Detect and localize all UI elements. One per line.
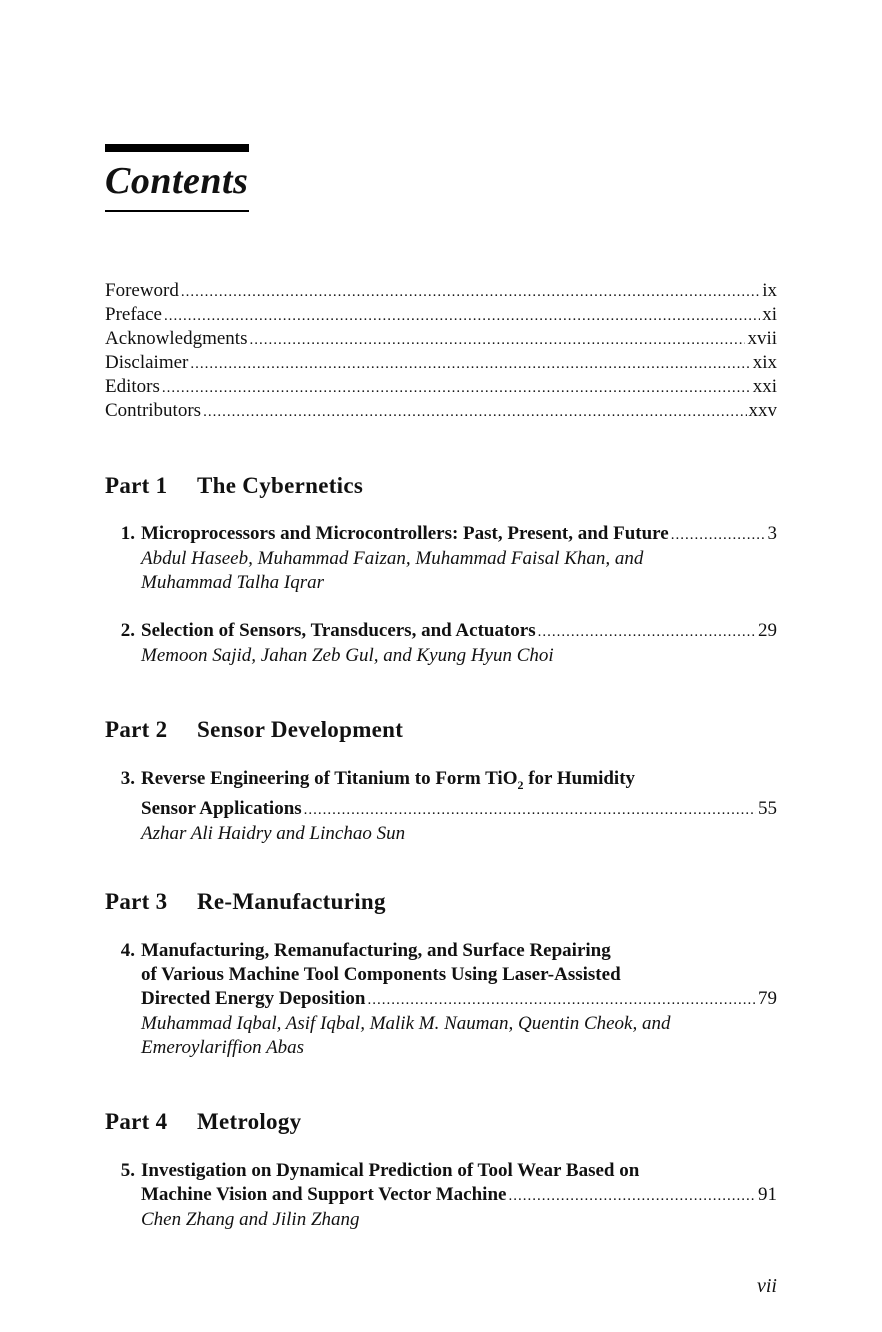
- part-number: Part 3: [105, 889, 168, 914]
- title-underline: [105, 210, 249, 212]
- toc-entry-label: Contributors: [105, 400, 202, 421]
- part-heading-4: [105, 1107, 301, 1137]
- part-number: Part 1: [105, 473, 168, 498]
- chapter-entry-5[interactable]: [105, 1159, 777, 1232]
- dot-leader: [508, 1183, 756, 1208]
- chapter-title: Directed Energy Deposition: [141, 988, 366, 1009]
- toc-entry-label: Preface: [105, 304, 162, 325]
- chapter-page: 91: [758, 1184, 777, 1205]
- chapter-title: Investigation on Dynamical Prediction of Tool Wear Based on: [141, 1160, 640, 1181]
- chapter-entry-1[interactable]: [105, 522, 777, 595]
- chapter-number: 5.: [120, 1160, 135, 1181]
- chapter-entry-4[interactable]: [105, 939, 777, 1060]
- part-title: Sensor Development: [197, 717, 404, 742]
- toc-entry-label: Foreword: [105, 280, 179, 301]
- dot-leader: [671, 522, 766, 547]
- chapter-title: Machine Vision and Support Vector Machine: [141, 1184, 507, 1205]
- chapter-entry-2[interactable]: [105, 619, 777, 668]
- toc-entry-foreword[interactable]: [105, 279, 777, 304]
- chapter-page: 79: [758, 988, 777, 1009]
- chapter-authors: Chen Zhang and Jilin Zhang: [141, 1209, 360, 1230]
- chapter-page: 55: [758, 797, 777, 819]
- toc-entry-page: xxv: [748, 400, 777, 421]
- dot-leader: [538, 619, 756, 644]
- toc-entry-label: Acknowledgments: [105, 328, 248, 349]
- chapter-title: of Various Machine Tool Components Using Laser-Assisted: [141, 964, 621, 985]
- chapter-title: Reverse Engineering of Titanium to Form TiO$_2$ for Humidity: [141, 768, 636, 792]
- chapter-title: Sensor Applications: [141, 797, 302, 819]
- part-title: Metrology: [197, 1109, 302, 1134]
- dot-leader: [164, 303, 760, 328]
- chapter-entry-3[interactable]: [105, 767, 777, 846]
- dot-leader: [249, 327, 745, 352]
- chapter-authors: Muhammad Iqbal, Asif Iqbal, Malik M. Nauman, Quentin Cheok, and: [141, 1013, 671, 1034]
- page-folio: vii: [757, 1275, 777, 1297]
- toc-entry-page: xxi: [752, 376, 777, 397]
- dot-leader: [203, 399, 746, 424]
- toc-entry-page: xi: [762, 304, 777, 325]
- dot-leader: [162, 375, 751, 400]
- dot-leader: [190, 351, 750, 376]
- chapter-authors: Emeroylariffion Abas: [141, 1037, 305, 1058]
- chapter-authors: Muhammad Talha Iqrar: [141, 572, 324, 593]
- part-number: Part 2: [105, 717, 168, 742]
- chapter-page: 3: [767, 523, 777, 544]
- toc-entry-editors[interactable]: [105, 375, 777, 400]
- toc-entry-preface[interactable]: [105, 303, 777, 328]
- part-title: Re-Manufacturing: [197, 889, 386, 914]
- toc-entry-label: Disclaimer: [105, 352, 189, 373]
- part-heading-1: [105, 471, 363, 501]
- chapter-number: 1.: [120, 523, 135, 544]
- toc-entry-page: ix: [762, 280, 777, 301]
- chapter-title: Manufacturing, Remanufacturing, and Surface Repairing: [141, 940, 611, 961]
- toc-entry-contributors[interactable]: [105, 399, 777, 424]
- chapter-authors: Azhar Ali Haidry and Linchao Sun: [141, 822, 406, 844]
- chapter-number: 4.: [120, 940, 135, 961]
- chapter-authors: Abdul Haseeb, Muhammad Faizan, Muhammad Faisal Khan, and: [141, 548, 644, 569]
- part-heading-3: [105, 887, 386, 917]
- chapter-number: 3.: [120, 768, 135, 789]
- page-title: Contents: [105, 160, 249, 202]
- part-heading-2: [105, 715, 403, 745]
- dot-leader: [181, 279, 760, 304]
- dot-leader: [367, 987, 756, 1012]
- title-top-bar: [105, 144, 249, 152]
- part-number: Part 4: [105, 1109, 168, 1134]
- part-title: The Cybernetics: [197, 473, 364, 498]
- chapter-page: 29: [758, 620, 777, 641]
- toc-entry-page: xvii: [747, 328, 777, 349]
- toc-entry-acknowledgments[interactable]: [105, 327, 777, 352]
- chapter-authors: Memoon Sajid, Jahan Zeb Gul, and Kyung Hyun Choi: [141, 645, 554, 666]
- chapter-number: 2.: [120, 620, 135, 641]
- toc-entry-page: xix: [752, 352, 777, 373]
- toc-entry-label: Editors: [105, 376, 160, 397]
- dot-leader: [304, 797, 756, 822]
- toc-entry-disclaimer[interactable]: [105, 351, 777, 376]
- chapter-title: Selection of Sensors, Transducers, and Actuators: [141, 620, 536, 641]
- chapter-title: Microprocessors and Microcontrollers: Past, Present, and Future: [141, 523, 669, 544]
